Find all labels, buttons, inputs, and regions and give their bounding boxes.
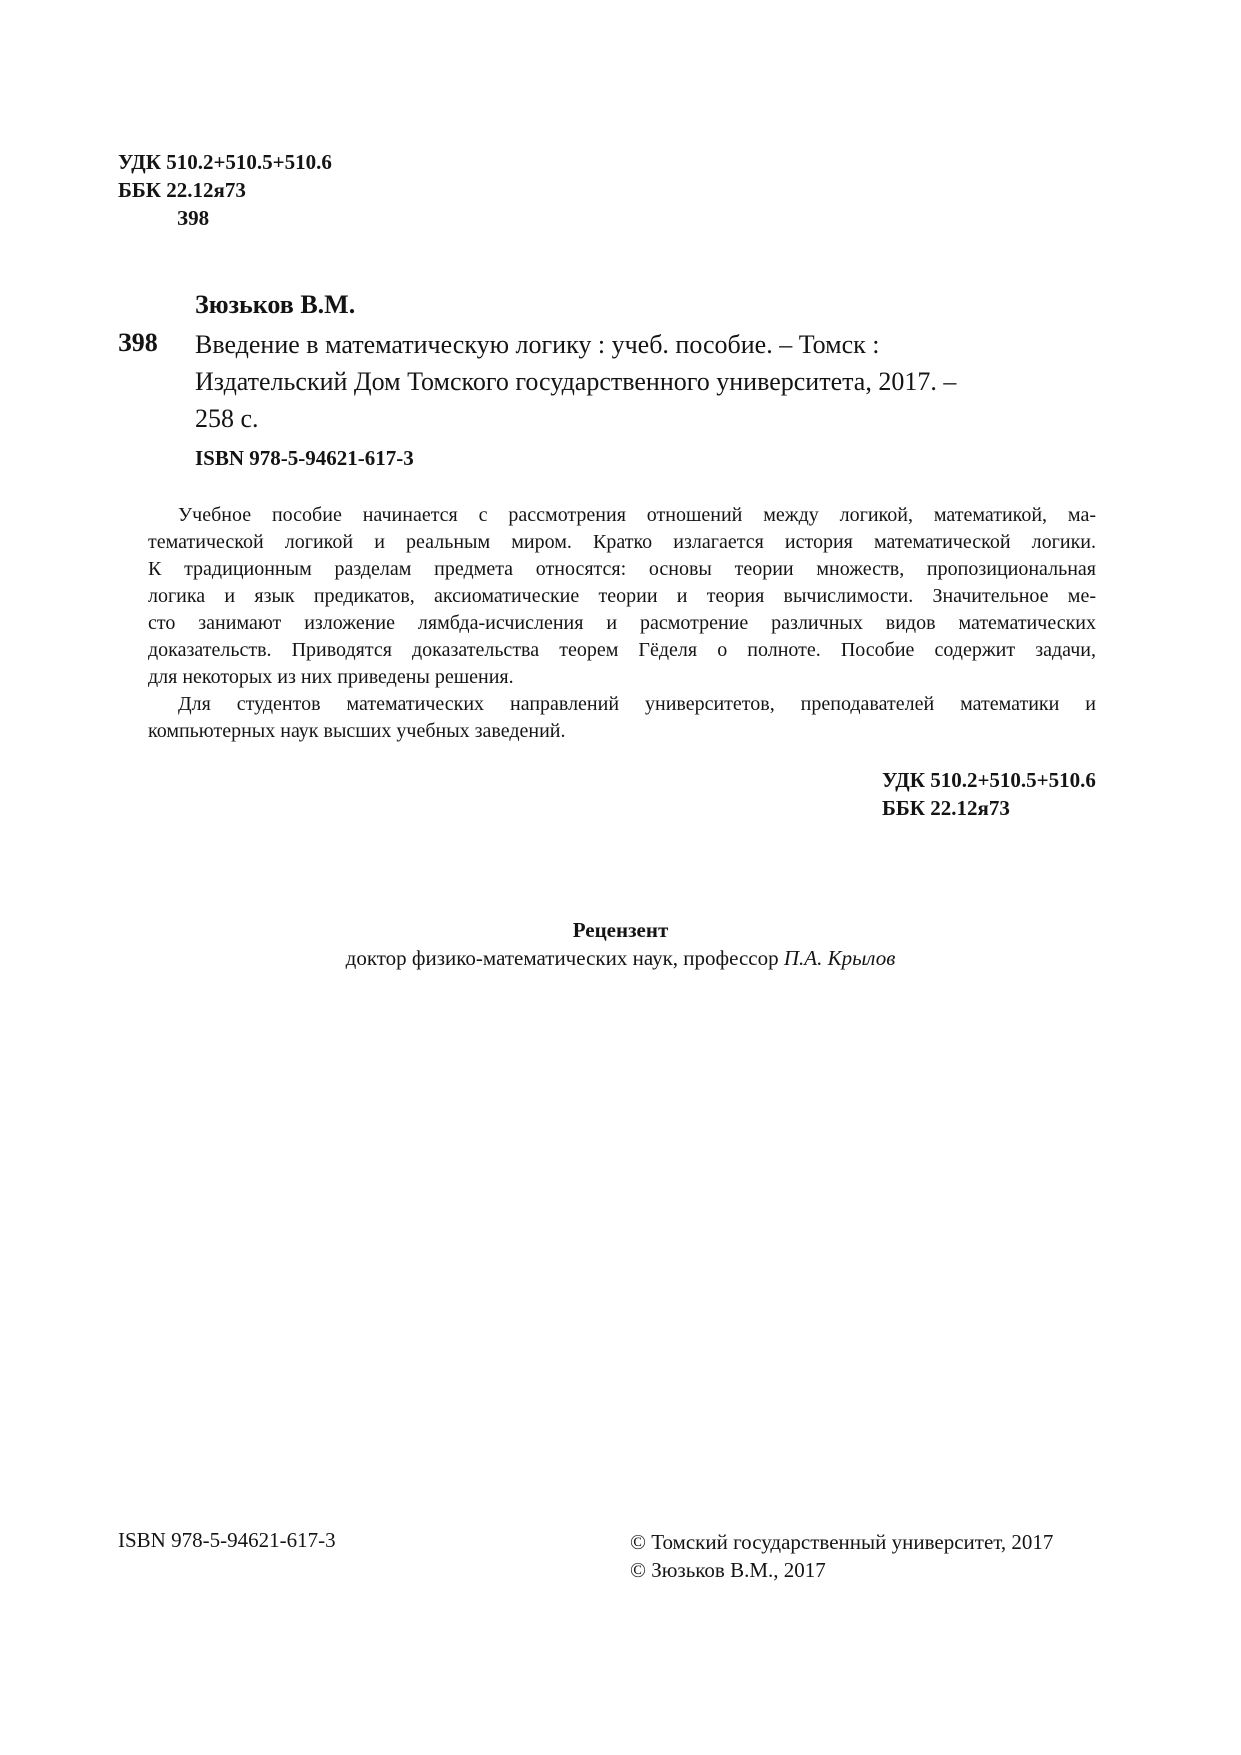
abstract-line: Учебное пособие начинается с рассмотрения отношений между логикой, математикой, ма-: [178, 504, 1096, 526]
udk-code: УДК 510.2+510.5+510.6: [882, 768, 1096, 792]
copyright-line: © Томский государственный университет, 2017: [630, 1530, 1054, 1554]
isbn-entry: ISBN 978-5-94621-617-3: [195, 446, 414, 470]
bbk-code: ББК 22.12я73: [882, 796, 1010, 820]
reviewer-line: [0, 946, 1241, 971]
abstract-line: логика и язык предикатов, аксиоматические теории и теория вычислимости. Значительное ме-: [148, 585, 1096, 607]
reviewer-heading: Рецензент: [572, 918, 669, 942]
copyright-line: © Зюзьков В.М., 2017: [630, 1558, 826, 1582]
abstract-line: К традиционным разделам предмета относятся: основы теории множеств, пропозициональная: [148, 558, 1096, 580]
reviewer-name: П.А. Крылов: [783, 946, 896, 970]
author-name: Зюзьков В.М.: [195, 290, 356, 319]
footer-isbn: ISBN 978-5-94621-617-3: [118, 1528, 336, 1552]
bbk-code: ББК 22.12я73: [118, 178, 246, 202]
title-line: Введение в математическую логику : учеб. пособие. – Томск :: [195, 330, 880, 359]
abstract-line: Для студентов математических направлений университетов, преподавателей математики и: [178, 693, 1096, 715]
abstract-line: сто занимают изложение лямбда-исчисления и расмотрение различных видов математических: [148, 612, 1096, 634]
abstract-line: для некоторых из них приведены решения.: [148, 666, 514, 688]
reviewer-credentials: доктор физико-математических наук, профессор: [345, 946, 779, 970]
bibliographic-title: [195, 326, 1095, 437]
title-line: Издательский Дом Томского государственного университета, 2017. –: [195, 367, 957, 396]
abstract: [148, 502, 1096, 745]
abstract-line: тематической логикой и реальным миром. Кратко излагается история математической логики.: [148, 531, 1096, 553]
abstract-line: доказательств. Приводятся доказательства теорем Гёделя о полноте. Пособие содержит задачи,: [148, 639, 1096, 661]
classification-block-top: [118, 148, 332, 232]
title-line: 258 с.: [195, 404, 259, 433]
entry-code: З98: [118, 328, 158, 357]
copyright-block: [630, 1528, 1053, 1584]
author-mark: З98: [177, 206, 210, 230]
classification-block-bottom: [882, 766, 1096, 822]
abstract-line: компьютерных наук высших учебных заведений.: [148, 720, 566, 742]
udk-code: УДК 510.2+510.5+510.6: [118, 150, 332, 174]
